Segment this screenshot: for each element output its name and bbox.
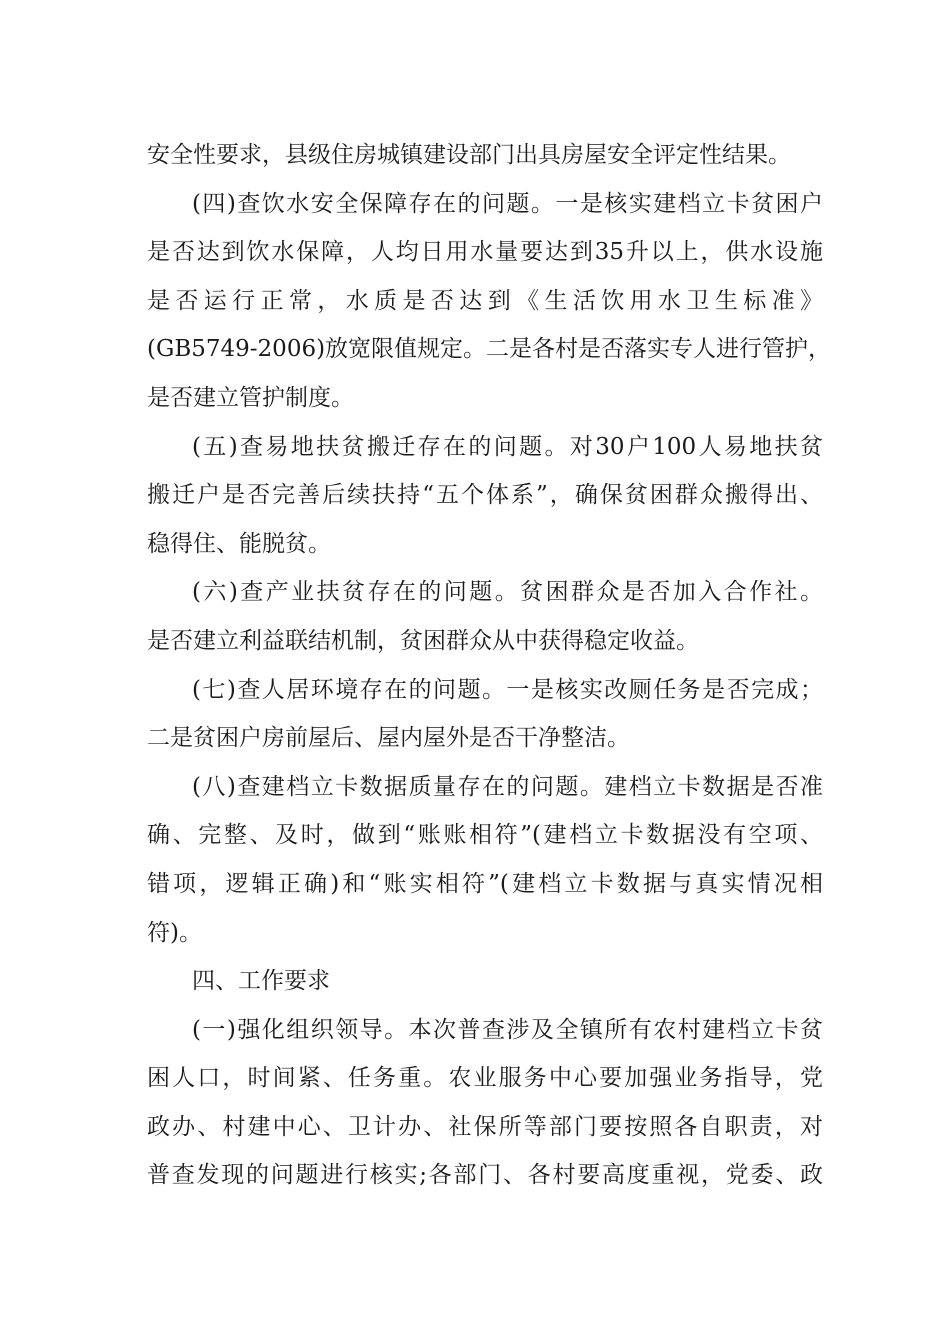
chapter-heading: 四、工作要求 <box>192 968 330 995</box>
body-line: 是否达到饮水保障，人均日用水量要达到35升以上，供水设施 <box>147 239 823 266</box>
body-line: 二是贫困户房前屋后、屋内屋外是否干净整洁。 <box>147 725 630 752</box>
body-line: 稳得住、能脱贫。 <box>147 530 331 557</box>
section-7-heading-line: (七)查人居环境存在的问题。一是核实改厕任务是否完成； <box>192 676 823 703</box>
body-line: 确、完整、及时，做到“账账相符”(建档立卡数据没有空项、 <box>147 822 823 849</box>
subsection-1-heading-line: (一)强化组织领导。本次普查涉及全镇所有农村建档立卡贫 <box>192 1016 823 1043</box>
body-line: (GB5749-2006)放宽限值规定。二是各村是否落实专人进行管护， <box>147 336 832 363</box>
body-line: 搬迁户是否完善后续扶持“五个体系”，确保贫困群众搬得出、 <box>147 482 823 509</box>
body-line: 是否运行正常，水质是否达到《生活饮用水卫生标准》 <box>147 287 823 314</box>
body-line: 错项，逻辑正确)和“账实相符”(建档立卡数据与真实情况相 <box>147 870 823 897</box>
section-6-heading-line: (六)查产业扶贫存在的问题。贫困群众是否加入合作社。 <box>192 579 823 606</box>
body-line: 符)。 <box>147 919 202 946</box>
body-line: 安全性要求，县级住房城镇建设部门出具房屋安全评定性结果。 <box>147 142 791 168</box>
body-line: 政办、村建中心、卫计办、社保所等部门要按照各自职责，对 <box>147 1113 823 1140</box>
body-line: 是否建立利益联结机制，贫困群众从中获得稳定收益。 <box>147 627 699 654</box>
section-8-heading-line: (八)查建档立卡数据质量存在的问题。建档立卡数据是否准 <box>192 773 823 800</box>
body-line: 是否建立管护制度。 <box>147 384 354 411</box>
section-5-heading-line: (五)查易地扶贫搬迁存在的问题。对30户100人易地扶贫 <box>192 433 823 460</box>
body-line: 困人口，时间紧、任务重。农业服务中心要加强业务指导，党 <box>147 1065 823 1092</box>
body-line: 普查发现的问题进行核实;各部门、各村要高度重视，党委、政 <box>147 1162 823 1189</box>
section-4-heading-line: (四)查饮水安全保障存在的问题。一是核实建档立卡贫困户 <box>192 190 823 217</box>
